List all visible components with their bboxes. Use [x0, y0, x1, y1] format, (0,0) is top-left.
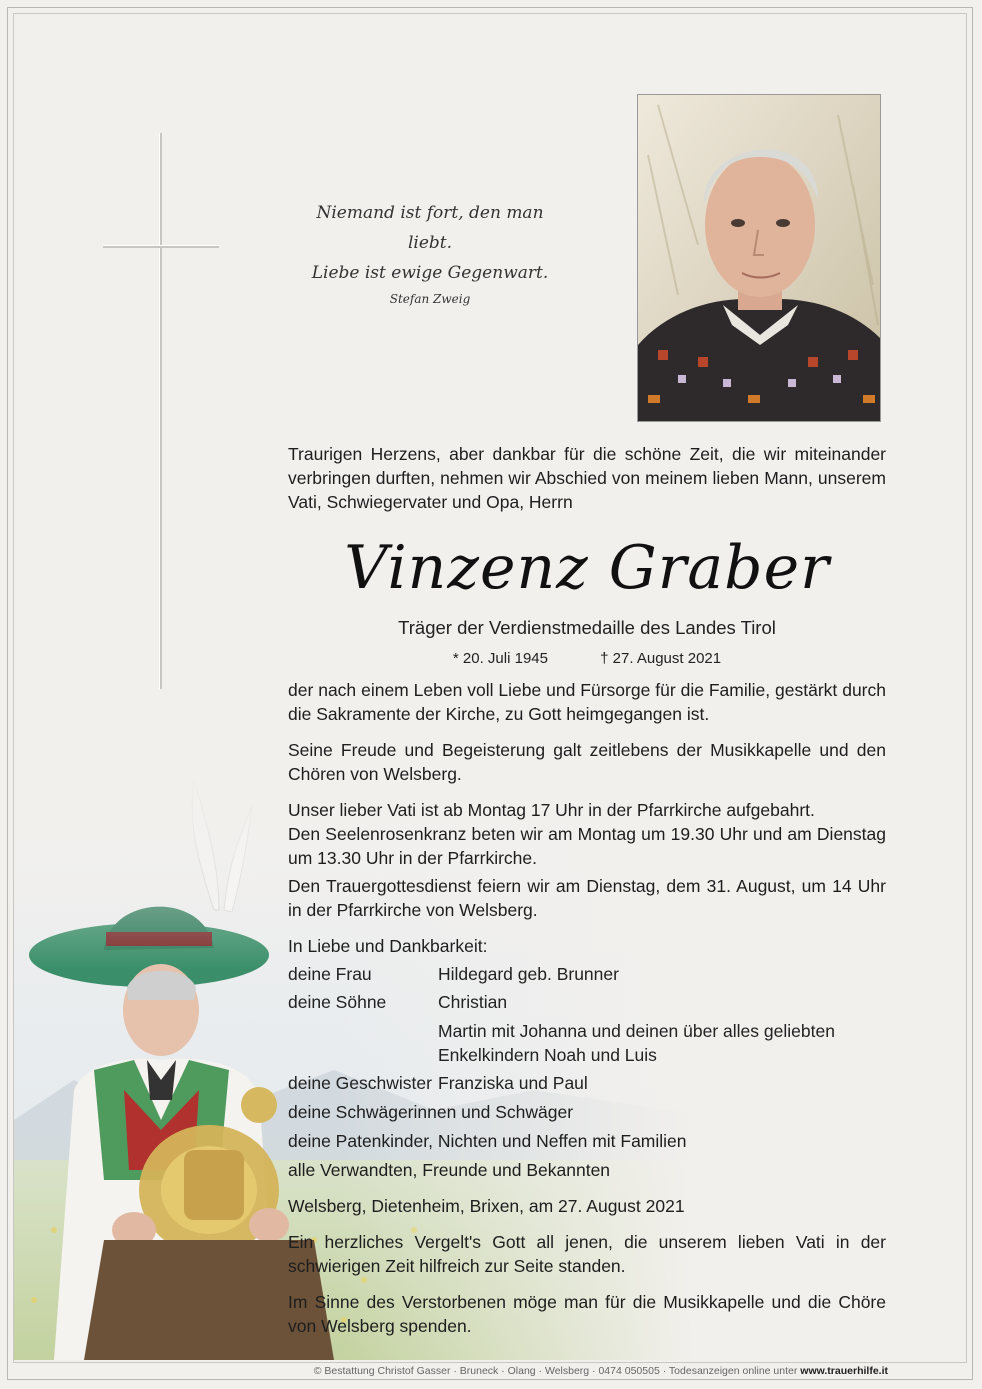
death-date: † 27. August 2021	[600, 650, 722, 667]
birth-date: * 20. Juli 1945	[452, 650, 548, 667]
mourner-label: deine Frau	[288, 964, 372, 984]
memorial-quote	[300, 198, 560, 310]
thanks-text: Ein herzliches Vergelt's Gott all jenen, die unserem lieben Vati in der schwierigen Zeit hilfreich zur Seite standen.	[288, 1232, 886, 1276]
paragraph-viewing: Unser lieber Vati ist ab Montag 17 Uhr in der Pfarrkirche aufgebahrt.	[288, 800, 815, 820]
mourner-line-godchildren: deine Patenkinder, Nichten und Neffen mit Familien	[288, 1131, 687, 1151]
mourner-label: deine Geschwister	[288, 1073, 432, 1093]
life-dates	[288, 648, 886, 670]
quote-line-2: Liebe ist ewige Gegenwart.	[311, 263, 549, 283]
mourner-names: Franziska und Paul	[438, 1073, 588, 1093]
mourner-line-inlaws: deine Schwägerinnen und Schwäger	[288, 1102, 574, 1122]
mourner-names: Martin mit Johanna und deinen über alles geliebten Enkelkindern Noah und Luis	[438, 1021, 835, 1065]
quote-line-1: Niemand ist fort, den man liebt.	[316, 203, 544, 253]
mourner-names: Christian	[438, 992, 508, 1012]
mourners-heading: In Liebe und Dankbarkeit:	[288, 936, 488, 956]
mourner-names: Hildegard geb. Brunner	[438, 964, 619, 984]
footer-link[interactable]: www.trauerhilfe.it	[800, 1365, 888, 1377]
paragraph-music: Seine Freude und Begeisterung galt zeitlebens der Musikkapelle und den Chören von Welsberg.	[288, 740, 886, 784]
cross-vertical-bar	[159, 133, 162, 689]
paragraph-death: der nach einem Leben voll Liebe und Fürsorge für die Familie, gestärkt durch die Sakramente der Kirche, zu Gott heimgegangen ist.	[288, 680, 886, 724]
quote-author: Stefan Zweig	[389, 292, 471, 306]
intro-text: Traurigen Herzens, aber dankbar für die schöne Zeit, die wir miteinander verbringen durften, nehmen wir Abschied von meinem lieben Mann, unserem Vati, Schwiegervater und Opa, Herrn	[288, 444, 886, 512]
place-date: Welsberg, Dietenheim, Brixen, am 27. August 2021	[288, 1196, 685, 1216]
paragraph-rosary: Den Seelenrosenkranz beten wir am Montag um 19.30 Uhr und am Dienstag um 13.30 Uhr in der Pfarrkirche.	[288, 824, 886, 868]
cross-horizontal-bar	[103, 245, 219, 248]
mourner-label: deine Söhne	[288, 992, 387, 1012]
footer-text: © Bestattung Christof Gasser · Bruneck · Olang · Welsberg · 0474 050505 · Todesanzeigen online unter	[313, 1365, 801, 1377]
deceased-name: Vinzenz Graber	[344, 533, 830, 603]
honor-title: Träger der Verdienstmedaille des Landes Tirol	[398, 617, 776, 638]
donation-text: Im Sinne des Verstorbenen möge man für die Musikkapelle und die Chöre von Welsberg spenden.	[288, 1292, 886, 1336]
mourner-line-relatives: alle Verwandten, Freunde und Bekannten	[288, 1160, 611, 1180]
deceased-portrait	[637, 94, 881, 422]
paragraph-service: Den Trauergottesdienst feiern wir am Dienstag, dem 31. August, um 14 Uhr in der Pfarrkirche von Welsberg.	[288, 876, 886, 920]
footer	[14, 1363, 968, 1379]
